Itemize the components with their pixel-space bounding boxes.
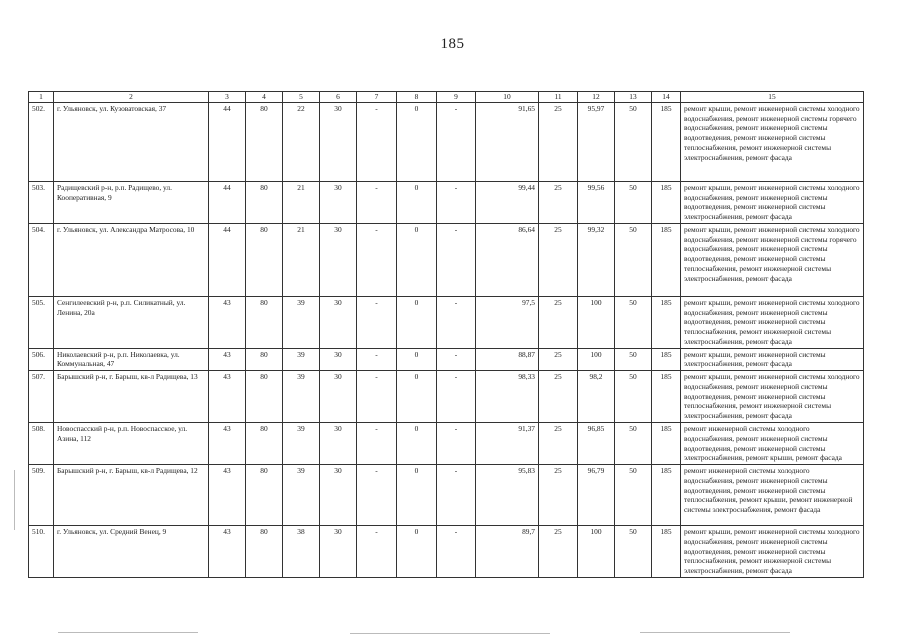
table-row (29, 423, 864, 465)
value-cell: - (437, 181, 476, 223)
scan-artifact (640, 632, 790, 633)
value-cell: 185 (652, 223, 681, 296)
value-cell: 185 (652, 348, 681, 371)
value-cell: 50 (615, 102, 652, 181)
value-cell: 25 (539, 465, 578, 526)
scan-artifact (14, 470, 15, 530)
row-number: 506. (29, 348, 54, 371)
value-cell: 80 (246, 223, 283, 296)
value-cell: 86,64 (476, 223, 539, 296)
value-cell: 0 (397, 102, 437, 181)
value-cell: 185 (652, 371, 681, 423)
table-row (29, 371, 864, 423)
value-cell: 80 (246, 526, 283, 578)
value-cell: 30 (320, 296, 357, 348)
value-cell: 43 (209, 423, 246, 465)
value-cell: - (357, 296, 397, 348)
value-cell: 30 (320, 423, 357, 465)
row-number: 505. (29, 296, 54, 348)
address-cell: г. Ульяновск, ул. Александра Матросова, 10 (54, 223, 209, 296)
value-cell: 97,5 (476, 296, 539, 348)
value-cell: 80 (246, 181, 283, 223)
row-number: 510. (29, 526, 54, 578)
value-cell: 96,85 (578, 423, 615, 465)
value-cell: 80 (246, 371, 283, 423)
table-row (29, 296, 864, 348)
works-cell: ремонт крыши, ремонт инженерной системы холодного водоснабжения, ремонт инженерной системы горячего водоснабжения, ремонт инженерной системы водоотведения, ремонт инженерной системы теплоснабжения, ремонт инженерной системы электроснабжения, ремонт фасада (681, 223, 864, 296)
scan-artifact (58, 632, 198, 633)
value-cell: 98,33 (476, 371, 539, 423)
column-number: 8 (397, 92, 437, 103)
value-cell: 50 (615, 348, 652, 371)
value-cell: - (357, 423, 397, 465)
scan-artifact (350, 633, 550, 634)
column-number: 6 (320, 92, 357, 103)
row-number: 503. (29, 181, 54, 223)
value-cell: 91,65 (476, 102, 539, 181)
column-number: 12 (578, 92, 615, 103)
value-cell: 0 (397, 465, 437, 526)
works-cell: ремонт крыши, ремонт инженерной системы холодного водоснабжения, ремонт инженерной системы водоотведения, ремонт инженерной системы теплоснабжения, ремонт инженерной системы электроснабжения, ремонт фасада (681, 371, 864, 423)
address-cell: Барышский р-н, г. Барыш, кв-л Радищева, 12 (54, 465, 209, 526)
value-cell: 30 (320, 526, 357, 578)
column-number: 5 (283, 92, 320, 103)
value-cell: - (437, 348, 476, 371)
column-number-row (29, 92, 864, 103)
address-cell: Сенгилеевский р-н, р.п. Силикатный, ул. Ленина, 20а (54, 296, 209, 348)
value-cell: 44 (209, 181, 246, 223)
value-cell: 39 (283, 423, 320, 465)
table-row (29, 465, 864, 526)
value-cell: 39 (283, 296, 320, 348)
works-cell: ремонт крыши, ремонт инженерной системы электроснабжения, ремонт фасада (681, 348, 864, 371)
works-cell: ремонт инженерной системы холодного водоснабжения, ремонт инженерной системы водоотведения, ремонт инженерной системы электроснабжения, ремонт крыши, ремонт фасада (681, 423, 864, 465)
value-cell: 0 (397, 526, 437, 578)
value-cell: 30 (320, 223, 357, 296)
table-row (29, 102, 864, 181)
value-cell: 185 (652, 181, 681, 223)
value-cell: 98,2 (578, 371, 615, 423)
column-number: 10 (476, 92, 539, 103)
value-cell: 80 (246, 465, 283, 526)
value-cell: 50 (615, 223, 652, 296)
value-cell: 43 (209, 465, 246, 526)
value-cell: 43 (209, 348, 246, 371)
value-cell: 30 (320, 181, 357, 223)
value-cell: - (357, 181, 397, 223)
column-number: 2 (54, 92, 209, 103)
value-cell: - (437, 296, 476, 348)
value-cell: 25 (539, 348, 578, 371)
table-row (29, 223, 864, 296)
value-cell: 99,56 (578, 181, 615, 223)
value-cell: 50 (615, 526, 652, 578)
table-row (29, 181, 864, 223)
value-cell: - (437, 423, 476, 465)
value-cell: 100 (578, 348, 615, 371)
address-cell: г. Ульяновск, ул. Кузоватовская, 37 (54, 102, 209, 181)
value-cell: 0 (397, 348, 437, 371)
value-cell: 25 (539, 223, 578, 296)
value-cell: 185 (652, 296, 681, 348)
row-number: 504. (29, 223, 54, 296)
value-cell: 25 (539, 423, 578, 465)
value-cell: 50 (615, 181, 652, 223)
row-number: 509. (29, 465, 54, 526)
value-cell: 185 (652, 102, 681, 181)
value-cell: 80 (246, 348, 283, 371)
registry-table (28, 91, 864, 578)
column-number: 4 (246, 92, 283, 103)
value-cell: 0 (397, 371, 437, 423)
row-number: 508. (29, 423, 54, 465)
value-cell: 0 (397, 181, 437, 223)
row-number: 502. (29, 102, 54, 181)
value-cell: - (437, 465, 476, 526)
column-number: 7 (357, 92, 397, 103)
value-cell: - (357, 371, 397, 423)
value-cell: 21 (283, 181, 320, 223)
value-cell: 25 (539, 526, 578, 578)
works-cell: ремонт крыши, ремонт инженерной системы холодного водоснабжения, ремонт инженерной системы горячего водоснабжения, ремонт инженерной системы водоотведения, ремонт инженерной системы теплоснабжения, ремонт инженерной системы электроснабжения, ремонт фасада (681, 102, 864, 181)
value-cell: 25 (539, 102, 578, 181)
value-cell: 25 (539, 296, 578, 348)
address-cell: Николаевский р-н, р.п. Николаевка, ул. Коммунальная, 47 (54, 348, 209, 371)
value-cell: 99,32 (578, 223, 615, 296)
works-cell: ремонт крыши, ремонт инженерной системы холодного водоснабжения, ремонт инженерной системы водоотведения, ремонт инженерной системы теплоснабжения, ремонт инженерной системы электроснабжения, ремонт фасада (681, 296, 864, 348)
row-number: 507. (29, 371, 54, 423)
value-cell: 0 (397, 296, 437, 348)
value-cell: 91,37 (476, 423, 539, 465)
column-number: 14 (652, 92, 681, 103)
value-cell: 99,44 (476, 181, 539, 223)
address-cell: г. Ульяновск, ул. Средний Венец, 9 (54, 526, 209, 578)
value-cell: - (437, 102, 476, 181)
value-cell: - (357, 223, 397, 296)
value-cell: - (437, 223, 476, 296)
value-cell: 0 (397, 423, 437, 465)
table-row (29, 526, 864, 578)
value-cell: 185 (652, 526, 681, 578)
value-cell: 30 (320, 102, 357, 181)
value-cell: 50 (615, 371, 652, 423)
value-cell: 89,7 (476, 526, 539, 578)
value-cell: 39 (283, 465, 320, 526)
value-cell: 80 (246, 296, 283, 348)
value-cell: 30 (320, 348, 357, 371)
value-cell: 30 (320, 465, 357, 526)
value-cell: 44 (209, 102, 246, 181)
column-number: 9 (437, 92, 476, 103)
value-cell: 21 (283, 223, 320, 296)
table-row (29, 348, 864, 371)
value-cell: 39 (283, 348, 320, 371)
works-cell: ремонт крыши, ремонт инженерной системы холодного водоснабжения, ремонт инженерной системы водоотведения, ремонт инженерной системы электроснабжения, ремонт фасада (681, 181, 864, 223)
value-cell: 25 (539, 181, 578, 223)
value-cell: 88,87 (476, 348, 539, 371)
value-cell: 43 (209, 526, 246, 578)
value-cell: 80 (246, 423, 283, 465)
value-cell: 185 (652, 423, 681, 465)
value-cell: 25 (539, 371, 578, 423)
value-cell: 96,79 (578, 465, 615, 526)
address-cell: Новоспасский р-н, р.п. Новоспасское, ул. Азина, 112 (54, 423, 209, 465)
address-cell: Радищевский р-н, р.п. Радищево, ул. Кооперативная, 9 (54, 181, 209, 223)
column-number: 13 (615, 92, 652, 103)
value-cell: 44 (209, 223, 246, 296)
value-cell: - (357, 465, 397, 526)
value-cell: - (357, 526, 397, 578)
works-cell: ремонт инженерной системы холодного водоснабжения, ремонт инженерной системы водоотведения, ремонт инженерной системы теплоснабжения, ремонт крыши, ремонт инженерной системы электроснабжения, ремонт фасада (681, 465, 864, 526)
value-cell: 43 (209, 296, 246, 348)
value-cell: 95,97 (578, 102, 615, 181)
address-cell: Барышский р-н, г. Барыш, кв-л Радищева, 13 (54, 371, 209, 423)
value-cell: 0 (397, 223, 437, 296)
value-cell: 43 (209, 371, 246, 423)
value-cell: 80 (246, 102, 283, 181)
value-cell: 50 (615, 465, 652, 526)
value-cell: 50 (615, 296, 652, 348)
value-cell: - (437, 371, 476, 423)
value-cell: 38 (283, 526, 320, 578)
value-cell: - (357, 102, 397, 181)
value-cell: 22 (283, 102, 320, 181)
value-cell: - (437, 526, 476, 578)
column-number: 11 (539, 92, 578, 103)
value-cell: 100 (578, 296, 615, 348)
value-cell: - (357, 348, 397, 371)
value-cell: 185 (652, 465, 681, 526)
value-cell: 30 (320, 371, 357, 423)
value-cell: 50 (615, 423, 652, 465)
value-cell: 95,83 (476, 465, 539, 526)
works-cell: ремонт крыши, ремонт инженерной системы холодного водоснабжения, ремонт инженерной системы водоотведения, ремонт инженерной системы теплоснабжения, ремонт инженерной системы электроснабжения, ремонт фасада (681, 526, 864, 578)
page-number: 185 (440, 36, 465, 52)
column-number: 3 (209, 92, 246, 103)
column-number: 1 (29, 92, 54, 103)
value-cell: 39 (283, 371, 320, 423)
value-cell: 100 (578, 526, 615, 578)
column-number: 15 (681, 92, 864, 103)
